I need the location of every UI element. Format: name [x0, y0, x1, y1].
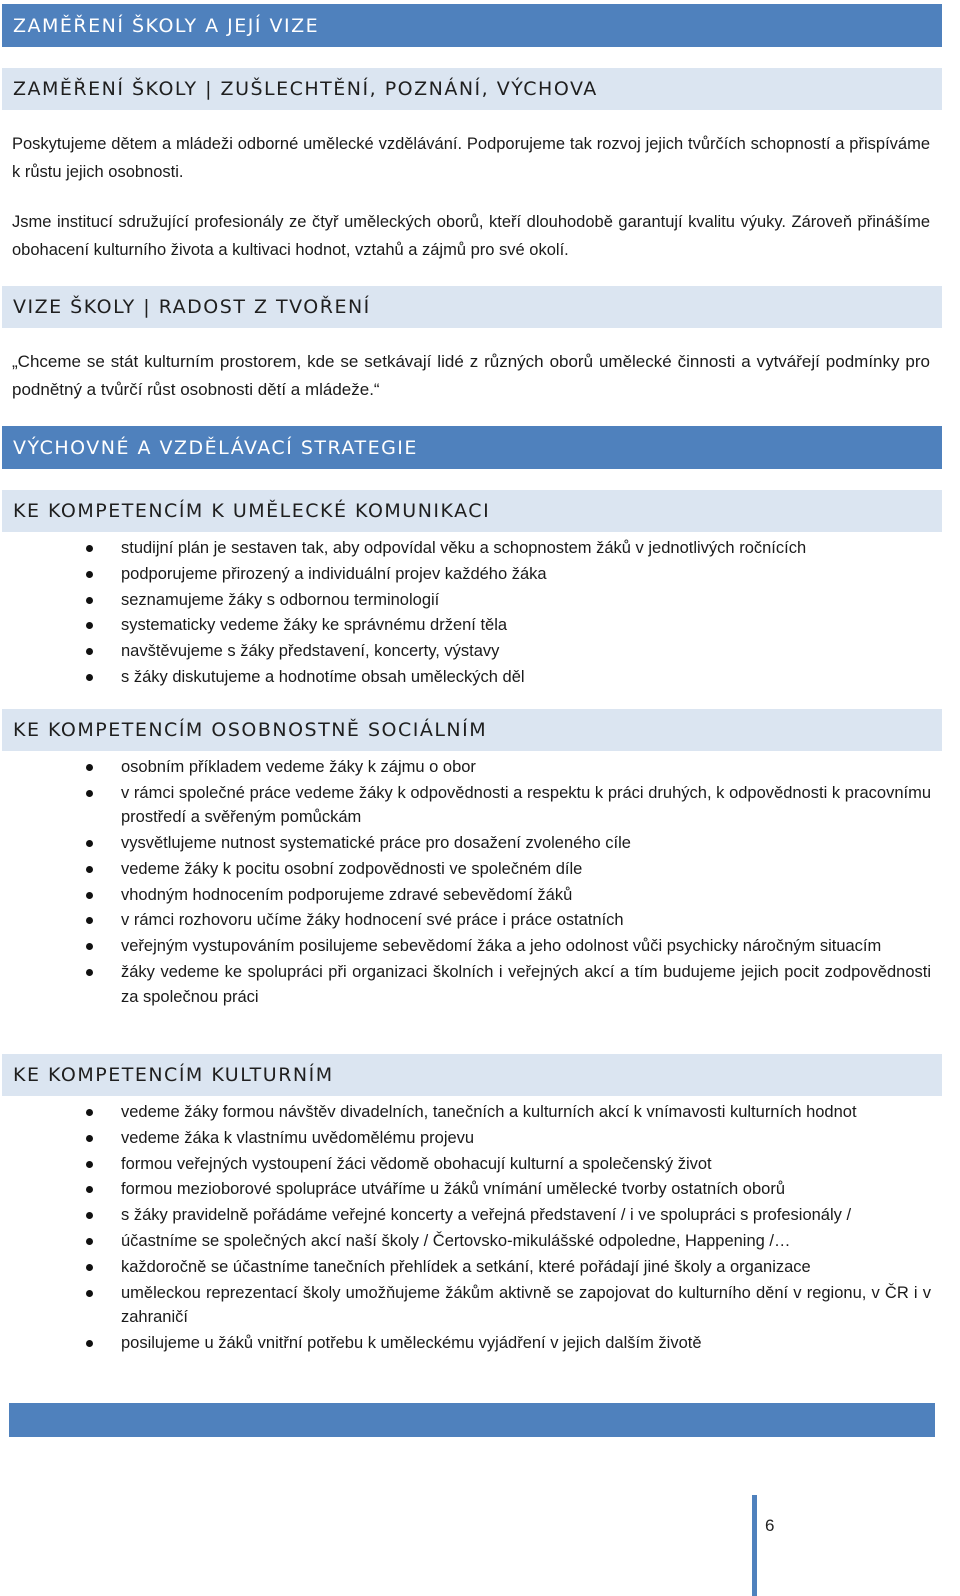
- list-item: studijní plán je sestaven tak, aby odpovídal věku a schopnostem žáků v jednotlivých ročnících: [0, 536, 931, 561]
- bullet-icon: [86, 943, 93, 950]
- bullet-icon: [86, 597, 93, 604]
- bullet-icon: [86, 545, 93, 552]
- list-item: uměleckou reprezentací školy umožňujeme žákům aktivně se zapojovat do kulturního dění v regionu, v ČR i v zahraničí: [0, 1281, 931, 1330]
- bullet-icon: [86, 571, 93, 578]
- bullet-icon: [86, 1238, 93, 1245]
- list-item: navštěvujeme s žáky představení, koncerty, výstavy: [0, 639, 931, 664]
- bullet-icon: [86, 1109, 93, 1116]
- list-item: osobním příkladem vedeme žáky k zájmu o obor: [0, 755, 931, 780]
- bullet-icon: [86, 1186, 93, 1193]
- list-item: účastníme se společných akcí naší školy / Čertovsko-mikulášské odpoledne, Happening /…: [0, 1229, 931, 1254]
- bullet-icon: [86, 917, 93, 924]
- bullet-icon: [86, 866, 93, 873]
- section-heading-text: ZAMĚŘENÍ ŠKOLY A JEJÍ VIZE: [13, 14, 320, 37]
- list-item: systematicky vedeme žáky ke správnému držení těla: [0, 613, 931, 638]
- page-number-rule: [752, 1495, 757, 1596]
- bullet-icon: [86, 622, 93, 629]
- section-heading-zamereni-vize: [2, 4, 942, 47]
- list-item: každoročně se účastníme tanečních přehlídek a setkání, které pořádají jiné školy a organizace: [0, 1255, 931, 1280]
- list-item: v rámci společné práce vedeme žáky k odpovědnosti a respektu k práci druhých, k odpovědnosti k pracovnímu prostředí a svěřeným pomůckám: [0, 781, 931, 830]
- subheading-socialni: [2, 709, 942, 751]
- bullet-icon: [86, 1264, 93, 1271]
- list-item: formou veřejných vystoupení žáci vědomě obohacují kulturní a společenský život: [0, 1152, 931, 1177]
- bullet-icon: [86, 969, 93, 976]
- bullet-icon: [86, 1340, 93, 1347]
- list-item: žáky vedeme ke spolupráci při organizaci školních i veřejných akcí a tím budujeme jejich pocit zodpovědnosti za společnou práci: [0, 960, 931, 1009]
- subheading-text: KE KOMPETENCÍM OSOBNOSTNĚ SOCIÁLNÍM: [13, 719, 488, 741]
- bullet-icon: [86, 648, 93, 655]
- section-heading-strategie: [2, 426, 942, 469]
- list-item: veřejným vystupováním posilujeme sebevědomí žáka a jeho odolnost vůči psychicky náročným situacím: [0, 934, 931, 959]
- bullet-icon: [86, 1212, 93, 1219]
- subheading-text: KE KOMPETENCÍM K UMĚLECKÉ KOMUNIKACI: [13, 500, 491, 522]
- list-item: vedeme žáka k vlastnímu uvědomělému projevu: [0, 1126, 931, 1151]
- list-item: vysvětlujeme nutnost systematické práce pro dosažení zvoleného cíle: [0, 831, 931, 856]
- list-socialni: [0, 755, 931, 1010]
- list-item: podporujeme přirozený a individuální projev každého žáka: [0, 562, 931, 587]
- subheading-text: ZAMĚŘENÍ ŠKOLY | ZUŠLECHTĚNÍ, POZNÁNÍ, VÝCHOVA: [13, 78, 598, 100]
- subheading-text: VIZE ŠKOLY | RADOST Z TVOŘENÍ: [13, 296, 371, 318]
- paragraph-instituce: Jsme institucí sdružující profesionály ze čtyř uměleckých oborů, kteří dlouhodobě garantují kvalitu výuky. Zároveň přinášíme obohacení kulturního života a kultivaci hodnot, vztahů a zájmů pro své okolí.: [12, 213, 930, 259]
- paragraph-poslani: Poskytujeme dětem a mládeži odborné umělecké vzdělávání. Podporujeme tak rozvoj jejich tvůrčích schopností a přispíváme k růstu jejich osobnosti.: [12, 135, 930, 181]
- bullet-icon: [86, 840, 93, 847]
- list-item: seznamujeme žáky s odbornou terminologií: [0, 588, 931, 613]
- subheading-vize: [2, 286, 942, 328]
- list-item: s žáky pravidelně pořádáme veřejné koncerty a veřejná představení / i ve spolupráci s profesionály /: [0, 1203, 931, 1228]
- footer-bar: [9, 1403, 935, 1437]
- bullet-icon: [86, 790, 93, 797]
- subheading-zamereni: [2, 68, 942, 110]
- bullet-icon: [86, 1290, 93, 1297]
- vize-quote: „Chceme se stát kulturním prostorem, kde se setkávají lidé z různých oborů umělecké činnosti a vytvářejí podmínky pro podnětný a tvůrčí růst osobnosti dětí a mládeže.“: [12, 352, 930, 399]
- list-item: posilujeme u žáků vnitřní potřebu k uměleckému vyjádření v jejich dalším životě: [0, 1331, 931, 1356]
- list-komunikace: [0, 536, 931, 691]
- list-item: v rámci rozhovoru učíme žáky hodnocení své práce i práce ostatních: [0, 908, 931, 933]
- bullet-icon: [86, 674, 93, 681]
- subheading-komunikace: [2, 490, 942, 532]
- list-item: vhodným hodnocením podporujeme zdravé sebevědomí žáků: [0, 883, 931, 908]
- bullet-icon: [86, 1135, 93, 1142]
- list-item: vedeme žáky k pocitu osobní zodpovědnosti ve společném díle: [0, 857, 931, 882]
- list-kulturni: [0, 1100, 931, 1357]
- bullet-icon: [86, 1161, 93, 1168]
- subheading-kulturni: [2, 1054, 942, 1096]
- list-item: s žáky diskutujeme a hodnotíme obsah uměleckých děl: [0, 665, 931, 690]
- list-item: formou mezioborové spolupráce utváříme u žáků vnímání umělecké tvorby ostatních oborů: [0, 1177, 931, 1202]
- subheading-text: KE KOMPETENCÍM KULTURNÍM: [13, 1064, 334, 1086]
- bullet-icon: [86, 764, 93, 771]
- section-heading-text: VÝCHOVNÉ A VZDĚLÁVACÍ STRATEGIE: [13, 436, 418, 459]
- bullet-icon: [86, 892, 93, 899]
- page-number: 6: [765, 1516, 775, 1535]
- list-item: vedeme žáky formou návštěv divadelních, tanečních a kulturních akcí k vnímavosti kulturních hodnot: [0, 1100, 931, 1125]
